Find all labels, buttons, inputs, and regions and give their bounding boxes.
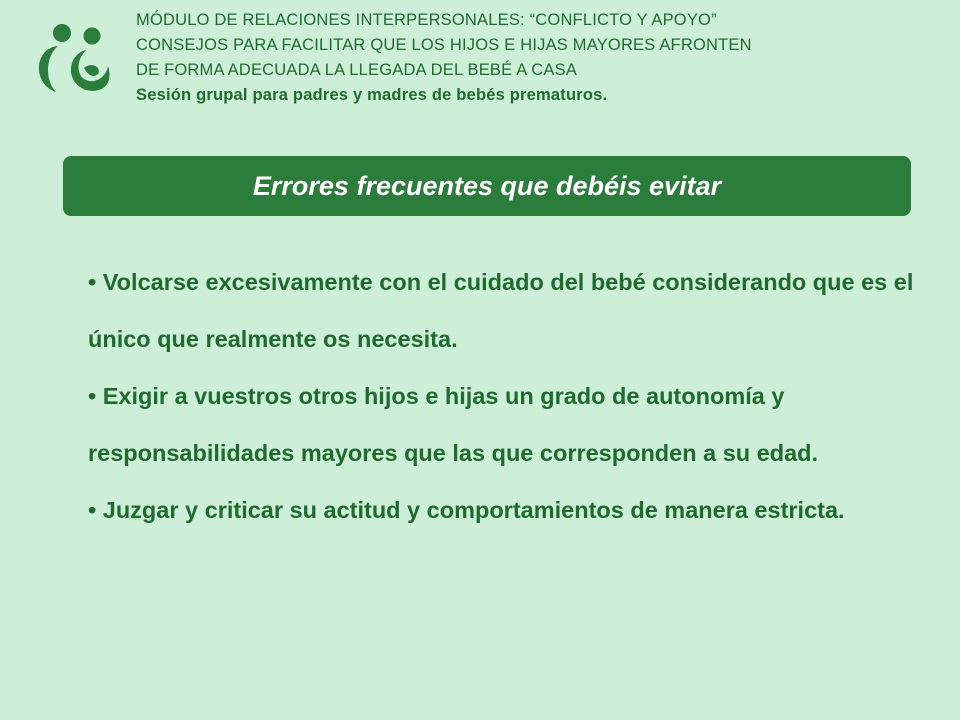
header-subtitle: Sesión grupal para padres y madres de bebés prematuros. bbox=[136, 86, 608, 104]
header-line-3: DE FORMA ADECUADA LA LLEGADA DEL BEBÉ A CASA bbox=[136, 61, 578, 79]
header bbox=[136, 8, 936, 108]
header-line-2: CONSEJOS PARA FACILITAR QUE LOS HIJOS E HIJAS MAYORES AFRONTEN bbox=[136, 36, 752, 54]
section-banner bbox=[63, 156, 911, 216]
bullet-item: • Juzgar y criticar su actitud y comportamientos de manera estricta. bbox=[88, 497, 845, 523]
bullet-item: • Exigir a vuestros otros hijos e hijas un grado de autonomía y responsabilidades mayores que las que corresponden a su edad. bbox=[88, 383, 819, 466]
header-line-1: MÓDULO DE RELACIONES INTERPERSONALES: “CONFLICTO Y APOYO” bbox=[136, 11, 717, 29]
bullet-item: • Volcarse excesivamente con el cuidado del bebé considerando que es el único que realmente os necesita. bbox=[88, 269, 914, 352]
family-logo-icon bbox=[28, 22, 118, 97]
banner-title: Errores frecuentes que debéis evitar bbox=[252, 170, 722, 201]
bullet-list bbox=[88, 254, 928, 539]
